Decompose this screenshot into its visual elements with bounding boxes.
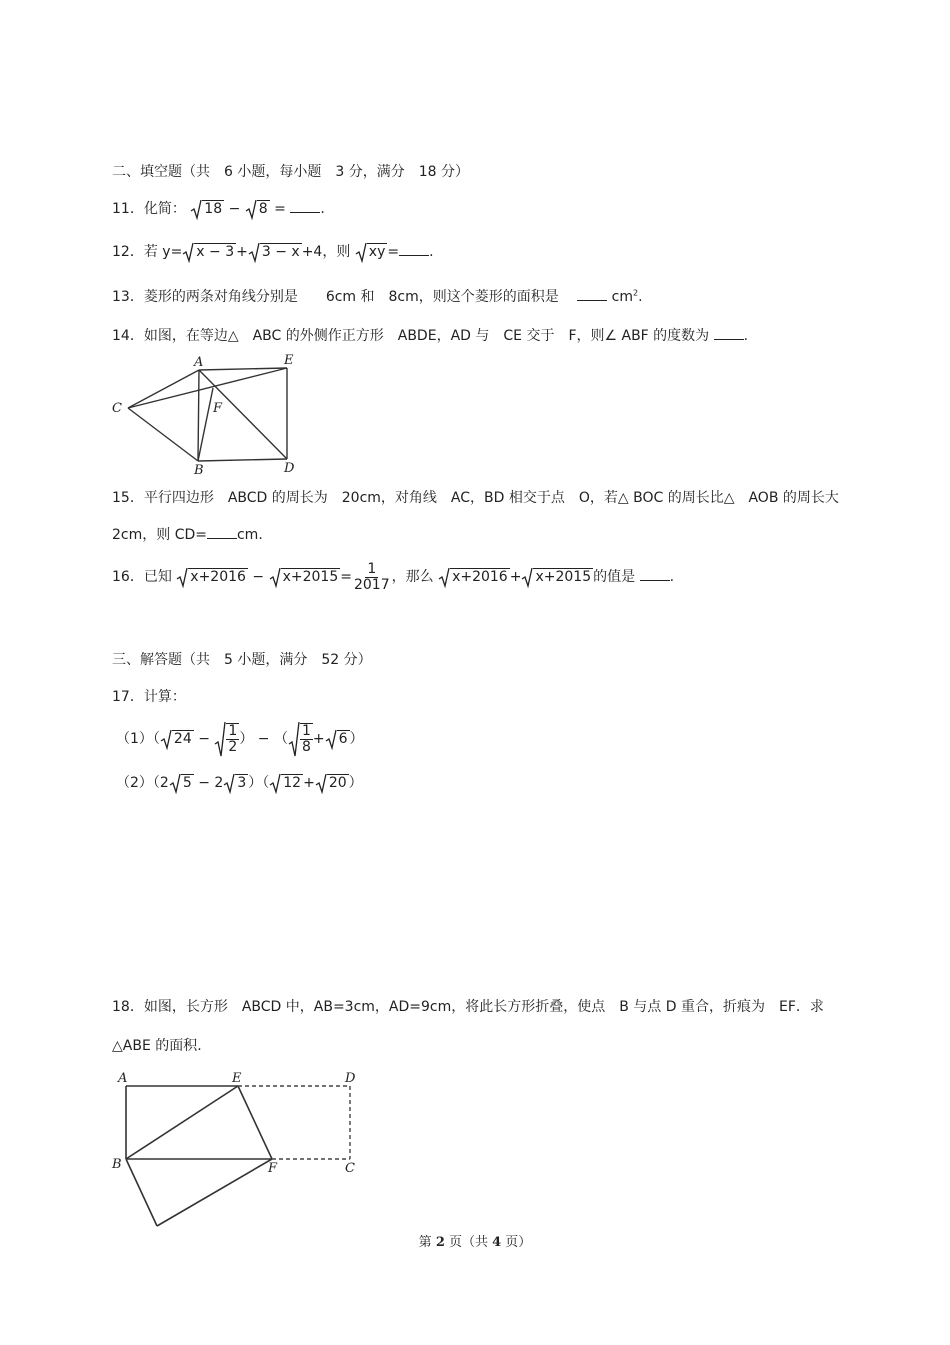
- sqrt-x-plus-2016: [438, 566, 510, 588]
- sqrt-8: [245, 198, 270, 220]
- plus-sign: +: [236, 244, 248, 260]
- sqrt-3: [223, 772, 248, 794]
- numerator: 1: [301, 723, 311, 740]
- numerator: 1: [228, 723, 238, 740]
- radicand: 6: [338, 731, 348, 747]
- answer-blank: [714, 327, 744, 340]
- footer-text: 页）: [501, 1235, 532, 1250]
- part-label: （1）: [116, 731, 153, 747]
- question-12: [112, 241, 434, 263]
- question-text: ，那么: [391, 569, 434, 586]
- sqrt-x-plus-2015: [269, 566, 341, 588]
- question-16: [112, 562, 674, 592]
- question-number: 16．: [112, 569, 144, 586]
- question-17-part-2: [116, 772, 363, 794]
- label-D: D: [345, 1071, 356, 1086]
- radicand: 18: [204, 201, 223, 217]
- question-number: 13．: [112, 289, 144, 305]
- question-18: [112, 996, 824, 1016]
- denominator: 2017: [353, 576, 390, 593]
- label-C: C: [112, 401, 122, 416]
- equals-sign: =: [387, 244, 400, 260]
- label-B: B: [112, 1157, 122, 1172]
- paren: （: [152, 775, 160, 791]
- label-E: E: [284, 353, 294, 368]
- answer-blank: [290, 200, 320, 213]
- label-F: F: [268, 1161, 278, 1176]
- label-B: B: [194, 463, 204, 476]
- minus-paren: − （: [253, 731, 288, 747]
- section-heading-solutions: 三、解答题（共 5 小题，满分 52 分）: [112, 652, 372, 668]
- question-14: [112, 325, 748, 345]
- question-text: 化简：: [143, 201, 186, 217]
- sqrt-xy: [355, 241, 388, 263]
- radicand: x+2015: [535, 569, 592, 586]
- footer-text: 页（共: [444, 1235, 493, 1250]
- unit: cm: [611, 289, 634, 305]
- question-text: 的值是: [593, 569, 636, 586]
- y-equals: y=: [162, 244, 183, 260]
- radicand: 3 − x: [261, 244, 300, 260]
- answer-blank: [640, 568, 670, 581]
- label-D: D: [284, 461, 295, 476]
- plus-sign: +: [509, 569, 522, 586]
- sqrt-18: [190, 198, 224, 220]
- answer-blank: [207, 526, 237, 539]
- answer-blank: [399, 243, 429, 256]
- question-18-line2: △ABE 的面积.: [112, 1038, 202, 1054]
- radicand: 8: [258, 201, 268, 217]
- radicand: x+2015: [282, 569, 339, 586]
- denominator: 8: [301, 739, 311, 755]
- answer-blank: [577, 288, 607, 301]
- minus-sign: −: [247, 569, 269, 586]
- coefficient: 2: [159, 775, 169, 791]
- question-15-line2: [112, 524, 263, 544]
- question-number: 14．: [112, 328, 144, 344]
- question-text: 平行四边形 ABCD 的周长为 20cm，对角线 AC，BD 相交于点 O，若△ BOC 的周长比△ AOB 的周长大: [143, 490, 839, 506]
- equals-sign: =: [340, 569, 352, 586]
- question-13: [112, 286, 643, 306]
- period: .: [429, 244, 434, 260]
- minus-sign: −: [193, 731, 215, 747]
- sqrt-24: [160, 728, 194, 750]
- paren: ）（: [248, 775, 270, 791]
- question-text: +4，则: [301, 244, 351, 260]
- sqrt-20: [315, 772, 349, 794]
- radicand: 3: [237, 775, 247, 791]
- radicand: 20: [328, 775, 347, 791]
- question-text: 2cm，则 CD=: [112, 527, 207, 543]
- paren: ）: [239, 731, 254, 747]
- question-number: 15．: [112, 490, 144, 506]
- question-text: cm.: [236, 527, 263, 543]
- radicand: xy: [368, 244, 386, 260]
- footer-text: 第: [418, 1235, 436, 1250]
- label-A: A: [118, 1071, 128, 1086]
- question-text: 菱形的两条对角线分别是 6cm 和 8cm，则这个菱形的面积是: [143, 289, 559, 305]
- question-number: 11．: [112, 201, 144, 217]
- radicand: 5: [182, 775, 192, 791]
- question-17: [112, 686, 186, 706]
- label-F: F: [213, 401, 223, 416]
- fraction-1-over-2: [226, 723, 239, 754]
- question-text: 如图，在等边△ ABC 的外侧作正方形 ABDE，AD 与 CE 交于 F，则∠ ABF 的度数为: [143, 328, 710, 344]
- question-text: 已知: [143, 569, 172, 586]
- numerator: 1: [367, 561, 377, 577]
- period: .: [743, 328, 749, 344]
- period: .: [320, 201, 325, 217]
- paren: ）: [348, 775, 363, 791]
- radicand: x − 3: [196, 244, 235, 260]
- sqrt-6: [325, 728, 350, 750]
- sqrt-3-minus-x: [248, 241, 302, 263]
- period: .: [638, 289, 643, 305]
- sqrt-one-half: [214, 720, 239, 758]
- radicand: x+2016: [452, 569, 508, 586]
- question-text: 计算：: [143, 689, 186, 705]
- figure-18-folded-rectangle: [110, 1066, 360, 1228]
- radicand: x+2016: [190, 569, 246, 586]
- current-page: 2: [435, 1235, 445, 1250]
- radicand: 12: [283, 775, 302, 791]
- minus-sign: −: [193, 775, 215, 791]
- label-E: E: [232, 1071, 242, 1086]
- question-11: 11．化简： 18 − 8 = .: [112, 198, 325, 220]
- label-C: C: [345, 1161, 355, 1176]
- radicand: 24: [173, 731, 192, 747]
- sqrt-x-plus-2016: [176, 566, 248, 588]
- sqrt-5: [169, 772, 194, 794]
- sqrt-x-plus-2015: [521, 566, 593, 588]
- coefficient: 2: [214, 775, 224, 791]
- fraction-1-over-8: [300, 723, 313, 754]
- question-15: [112, 487, 839, 507]
- sqrt-x-minus-3: [182, 241, 236, 263]
- plus-sign: +: [303, 775, 315, 791]
- sqrt-12: [269, 772, 303, 794]
- denominator: 2: [228, 739, 238, 755]
- question-number: 18．: [112, 999, 144, 1015]
- page-footer: [0, 1231, 950, 1250]
- sqrt-one-eighth: [288, 720, 313, 758]
- period: .: [669, 569, 675, 586]
- question-number: 17．: [112, 689, 144, 705]
- label-A: A: [194, 355, 204, 370]
- paren: （: [152, 731, 160, 747]
- fraction-1-over-2017: [352, 562, 392, 592]
- question-17-part-1: [116, 720, 364, 758]
- paren: ）: [349, 731, 364, 747]
- section-heading-fill-blank: 二、填空题（共 6 小题，每小题 3 分，满分 18 分）: [112, 164, 469, 180]
- question-text: 若: [143, 244, 158, 260]
- question-number: 12．: [112, 244, 144, 260]
- figure-14-square-triangle: [108, 350, 308, 476]
- equals-sign: =: [274, 201, 291, 217]
- total-pages: 4: [492, 1235, 502, 1250]
- plus-sign: +: [312, 731, 325, 747]
- unit-exponent: 2: [633, 288, 639, 298]
- part-label: （2）: [116, 775, 153, 791]
- question-text: 如图，长方形 ABCD 中，AB=3cm，AD=9cm，将此长方形折叠，使点 B 与点 D 重合，折痕为 EF．求: [143, 999, 824, 1015]
